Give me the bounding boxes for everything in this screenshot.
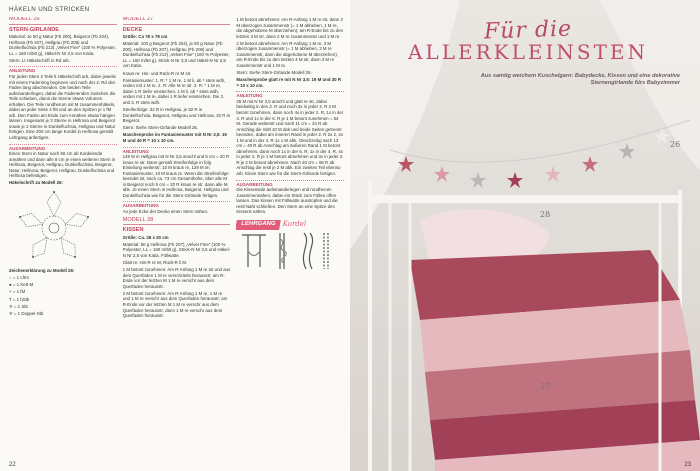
headline bbox=[368, 18, 688, 64]
size-text: Größe: Ca 78 x 78 cm bbox=[122, 34, 168, 40]
kraus-text: Kraus re: Hin- und Rück-R re M str. bbox=[122, 70, 192, 76]
ausarbeitung-text: Einen Stern in Natur nach 56 cm ab Kordelende annähen und dann alle 8 cm je einen weiteren Stern in Hellrosa, Beigerot, Hellgrau, Dunkelfuchsia, Beigerot, Natur, Hellrosa, Beigerot, Hellgrau, Dunkelfuchsia und Hellrosa befestigen. bbox=[9, 151, 116, 179]
ausarbeitung-text: An jede Ecke der Decke einen Stern nähen. bbox=[122, 208, 209, 214]
lehrgang-label: LEHRGANG bbox=[236, 220, 281, 230]
model-title: DECKE bbox=[122, 26, 143, 33]
maschenprobe-text: Maschenprobe im Fantasiemuster mit N Nr 3,5: 19 M und 40 R = 10 x 10 cm. bbox=[122, 132, 227, 143]
nursery-photo bbox=[350, 0, 700, 471]
stern-text: Stern: Siehe Stern-Girlande Modell 26. bbox=[122, 125, 199, 131]
column-model-26 bbox=[9, 17, 117, 457]
size-text: Größe: Ca. 28 x 20 cm bbox=[122, 234, 169, 240]
lehrgang-badge bbox=[236, 220, 336, 230]
legend-item: ∓ = 1 Doppel-Stb bbox=[9, 310, 44, 316]
legend-item: ○ = 1 Lftm bbox=[9, 275, 29, 281]
ausarbeitung-heading: AUSARBEITUNG bbox=[123, 201, 231, 209]
ausarbeitung-heading: AUSARBEITUNG bbox=[9, 144, 117, 152]
abnehmen-text: 2 M betont abnehmen: Am R-Anfang 1 M re, 3 M überzogen zusammenstr (= 1 M abheben, 2 M re zusammenstr, dann die abgehobene M überziehen); am R-Ende bis zu den letzten 4 M str, dann 3 M re zusammenstr und 1 M re. bbox=[236, 40, 338, 68]
anleitung-text: 26 M mit N Nr 3,5 anschl und glatt re str, dabei beidseitig in den 3. R und noch 3x in jeder 2. R 2 M betont zunehmen, dann noch 4x in jeder 2. R, 1x in der 4. R und 1x in der 6. R je 1 M betont zunehmen = 54 M. Gerade weiterstr und nach 11 cm = 34 R ab Anschlag die mittl 10 M abk und beide Seiten getrennt beenden, dabei am inneren Rand in jeder 2. R 2x 2, 2x 1 M und in der 4. R 1x 1 M abk. Gleichzeitig nach 13 cm = 40 R ab Anschlag am äußeren Rand 1 M betont abnehmen, dann noch 1x in der 6. R, 1x in der 4. R, 4x in jeder 2. R je 1 M betont abnehmen und 3x in jeder 2. R je 2 M betont abnehmen. Nach 20 cm = 66 R ab Anschlag die restl je 2 M abk. Ein zweites Teil ebenso arb. Einen Stern wie für die Stern-Girlande fertigen. bbox=[236, 98, 344, 176]
lehrgang-script: Kordel bbox=[282, 219, 307, 228]
legend-item: T = 1 hStb bbox=[9, 296, 30, 302]
anleitung-heading: ANLEITUNG bbox=[236, 91, 344, 99]
model-label: MODELL 26 bbox=[9, 17, 117, 25]
anleitung-heading: ANLEITUNG bbox=[123, 147, 231, 155]
stern-text: Stern: Lt Häkelschrift in Rd arb. bbox=[9, 57, 71, 63]
legend-item: ∓ = 1 Stb bbox=[9, 303, 28, 309]
garland-string bbox=[390, 120, 690, 162]
label-28: 28 bbox=[540, 210, 551, 219]
legend-item: + = 1 fM bbox=[9, 289, 26, 295]
zunehmen-text: 2 M betont zunehmen: Am R-Anfang 1 M re, 1 M re und 1 M re verschr aus dem Querfaden herausstr; am R-Ende vor der letzten M 1 M re verschr aus dem Querfaden herausstr, dann 1 M re verschr aus dem Querfaden herausstr. bbox=[122, 290, 228, 319]
glatt-text: Glatt re: Hin-R re M, Rück-R li M. bbox=[122, 259, 188, 265]
legend-item: ● = 1 Kett-M bbox=[9, 282, 34, 288]
model-label: MODELL 28 bbox=[123, 218, 231, 226]
column-model-28-cont bbox=[236, 17, 344, 457]
streifen-text: Streifenfolge: 32 R in Hellgrau, je 52 R in Dunkelfuchsia, Beigerot, Hellgrau und Hellrosa, 32 R in Beigerot. bbox=[122, 107, 231, 124]
headline-main: ALLERKLEINSTEN bbox=[407, 40, 649, 64]
crib-top-rail bbox=[370, 195, 680, 203]
ausarbeitung-heading: AUSARBEITUNG bbox=[236, 180, 344, 188]
photo-page bbox=[350, 0, 700, 471]
material-text: Material: 50 g Hellrosa (Fb 207) „Velvet Fine“ (100 % Polyester, LL = 160 m/50 g), Strick-N Nr 3,5 und Häkel-N Nr 2,5 von Katia. Füllwatte. bbox=[122, 241, 231, 258]
zunehmen-text: 1 M betont zunehmen: Am R-Anfang 1 M re str und aus dem Querfaden 1 M re verschränkt herausstr; am R-Ende vor der letzten M 1 M re verschr aus dem Querfaden herausstr. bbox=[122, 267, 231, 289]
model-title: KISSEN bbox=[122, 227, 144, 234]
anleitung-text: Für jeden Stern 2 Teile lt Häkelschrift arb, dabei jeweils mit einem Fadenring beginnen und nach der 2. Rd den Faden lang abschneiden. Die beiden Teile aufeinanderlegen, dabei die Fadenenden zwischen die Teile schieben, damit die Sterne etwas Volumen erhalten. Die Teile rundherum mit M zusammenhäkeln, dabei an jeder Seite 4 fM und an den Spitzen je 1 fM arb. Den Faden am Ende zum Annähen etwas hängen lassen. Insgesamt je 3 Sterne in Hellrosa und Beigerot sowie je 2 Sterne in Dunkelfuchsia, Hellgrau und Natur fertigen. Eine 200 cm lange Kordel in Hellrosa gemäß Lehrgang anfertigen. bbox=[9, 73, 116, 140]
headline-script: Für die bbox=[483, 16, 573, 45]
label-27: 27 bbox=[540, 382, 551, 391]
crochet-chart-diagram bbox=[11, 188, 97, 264]
maschenprobe-text: Maschenprobe glatt re mit N Nr 3,5: 19 M und 30 R = 10 x 10 cm. bbox=[236, 77, 342, 88]
material-text: Material: 100 g Beigerot (Fb 204), je 50 g Natur (Fb 200), Hellrosa (Fb 207), Hellgrau (Fb 208) und Dunkelfuchsia (Fb 213) „Velvet Fine“ (100 % Polyester, LL = 160 m/50 g), Strick-N Nr 3,5 und Häkel-N Nr 2,5 von Katia. bbox=[122, 41, 230, 69]
abnehmen-text: 1 M betont abnehmen: Am R-Anfang 1 M re str, dann 2 M überzogen zusammenstr (= 1 M abheben, 1 M re, die abgehobene M überziehen); am R-Ende bis zu den letzten 3 M str, dann 2 M re zusammenstr und 1 M re. bbox=[236, 17, 344, 39]
anleitung-text: 149 M in Hellgrau mit N Nr 3,5 anschl und 5 cm = 20 R kraus re str. Dann gemäß Streifenfolge in folg Einteilung weiterstr: 10 M kraus re, 129 M im Fantasiemuster, 10 M kraus re. Wenn die Streifenfolge beendet ist, nach ca. 73 cm Gesamthöhe, über alle M in Beigerot noch 5 cm = 20 R kraus re str, dann alle M abk. Je einen Stern in Hellrosa, Beigerot, Hellgrau und Dunkelfuchsia wie für die Stern-Girlande fertigen. bbox=[122, 154, 230, 198]
page-number: 22 bbox=[9, 462, 16, 468]
model-label: MODELL 27 bbox=[123, 17, 231, 25]
material-text: Material: Je 50 g Natur (Fb 200), Beigerot (Fb 204), Hellrosa (Fb 207), Hellgrau (Fb 208) und Dunkelfuchsia (Fb 213) „Velvet Fine“ (100 % Polyester, LL = 160 m/50 g), Häkel-N Nr 2,5 von Katia. bbox=[9, 34, 116, 56]
legend-title: Zeichenerklärung zu Modell 26: bbox=[9, 267, 75, 273]
stern-text: Stern: Siehe Stern-Girlande Modell 26. bbox=[236, 70, 312, 76]
lehrgang-box bbox=[236, 220, 336, 274]
cord-illustration bbox=[236, 229, 336, 273]
anleitung-heading: ANLEITUNG bbox=[9, 66, 117, 74]
column-model-27-28 bbox=[123, 17, 231, 457]
model-title: STERN-GIRLANDE bbox=[9, 26, 60, 33]
instruction-columns bbox=[9, 17, 344, 457]
tagline: Aus samtig weichem Kuschelgarn: Babydecke, Kissen und eine dekorative Sternengirlande fürs Babyzimmer bbox=[480, 73, 680, 86]
page-number: 23 bbox=[684, 462, 691, 468]
label-26: 26 bbox=[670, 140, 681, 149]
blanket bbox=[410, 250, 700, 471]
ausarbeitung-text: Die Kissenteile aufeinanderlegen und rundherum zusammennähen, dabei ein Stück zum Füllen offen lassen. Das Kissen mit Füllwatte ausstopfen und die restl Naht schließen. Den Stern an eine Spitze des Kissens nähen. bbox=[236, 187, 338, 215]
chart-title: Häkelschrift zu Modell 26: bbox=[9, 180, 63, 186]
section-header: HÄKELN UND STRICKEN bbox=[9, 6, 90, 13]
fantasie-text: Fantasiemuster: 1. R: * 1 M re, 1 M li, ab * stets wdh, enden mit 1 M re. 2. R: Alle M re str. 3. R: * 1 M re, dabei 1 R tiefer einstechen, 1 M li, ab * stets wdh, enden mit 1 M re, dabei 1 R tiefer einstechen. Die 2. und 3. R stets wdh. bbox=[122, 77, 226, 105]
